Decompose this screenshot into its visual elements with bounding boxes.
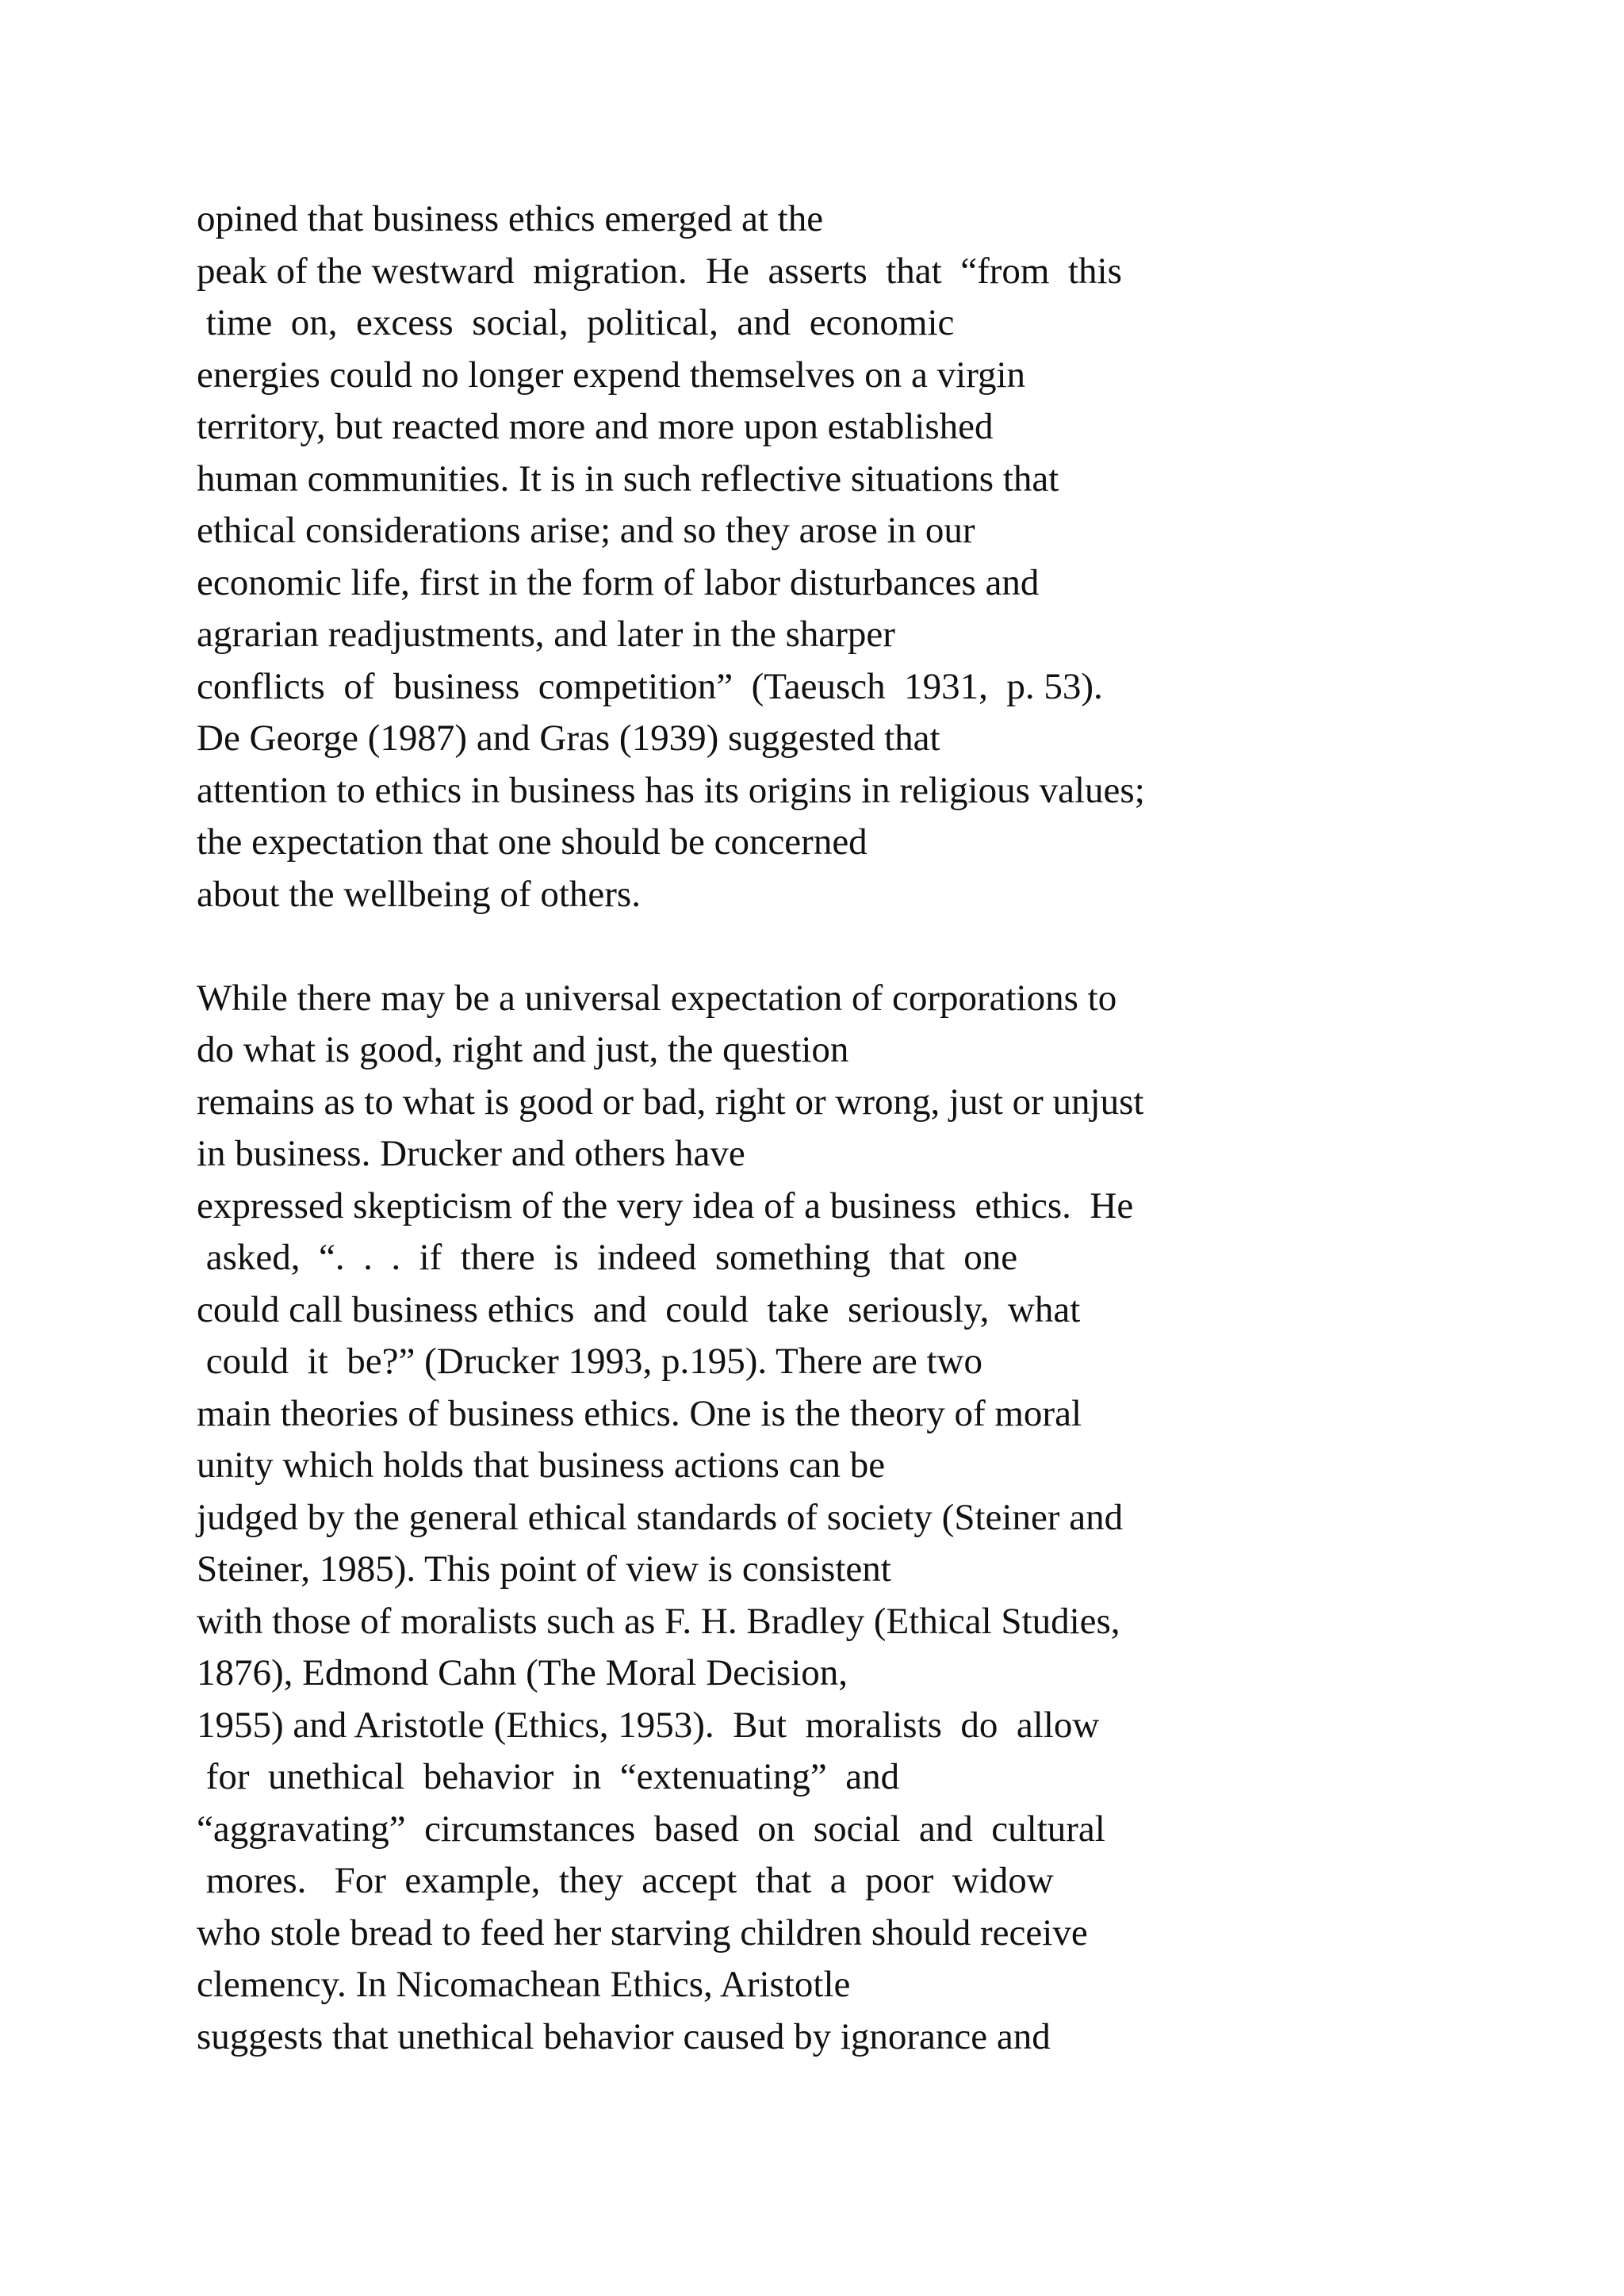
text-line: economic life, first in the form of labor disturbances and [197,561,1040,603]
text-line: the expectation that one should be concerned [197,821,868,863]
text-line: about the wellbeing of others. [197,873,641,915]
text-line: remains as to what is good or bad, right or wrong, just or unjust [197,1081,1144,1123]
text-line: time on, excess social, political, and economic [197,302,955,343]
text-line: “aggravating” circumstances based on social and cultural [197,1808,1105,1850]
text-line: could it be?” (Drucker 1993, p.195). There are two [197,1341,982,1382]
text-line: for unethical behavior in “extenuating” and [197,1756,900,1797]
text-line: De George (1987) and Gras (1939) suggested that [197,718,940,759]
text-line: 1955) and Aristotle (Ethics, 1953). But moralists do allow [197,1704,1100,1746]
text-line: do what is good, right and just, the question [197,1029,849,1070]
paragraph [197,193,1608,920]
text-line: 1876), Edmond Cahn (The Moral Decision, [197,1652,848,1693]
document-body [197,193,1608,2063]
text-line: territory, but reacted more and more upon established [197,406,994,447]
text-line: opined that business ethics emerged at the [197,198,824,239]
text-line: ethical considerations arise; and so they arose in our [197,510,975,551]
text-line: agrarian readjustments, and later in the sharper [197,614,895,655]
text-line: Steiner, 1985). This point of view is consistent [197,1548,891,1590]
text-line: expressed skepticism of the very idea of a business ethics. He [197,1184,1134,1226]
text-line: unity which holds that business actions can be [197,1445,886,1486]
text-line: energies could no longer expend themselves on a virgin [197,354,1026,396]
text-line: main theories of business ethics. One is the theory of moral [197,1392,1082,1434]
text-line: clemency. In Nicomachean Ethics, Aristotle [197,1964,851,2005]
text-line: mores. For example, they accept that a poor widow [197,1860,1054,1901]
text-line: who stole bread to feed her starving children should receive [197,1911,1088,1954]
text-line: peak of the westward migration. He asserts that “from this [197,250,1122,292]
paragraph [197,973,1608,2064]
text-line: attention to ethics in business has its origins in religious values; [197,769,1145,811]
paragraph-gap [197,920,1608,973]
text-line: with those of moralists such as F. H. Bradley (Ethical Studies, [197,1600,1120,1642]
text-line: in business. Drucker and others have [197,1133,745,1174]
text-line: human communities. It is in such reflective situations that [197,457,1059,499]
text-line: asked, “. . . if there is indeed something that one [197,1237,1018,1278]
text-line: could call business ethics and could take seriously, what [197,1288,1081,1330]
text-line: suggests that unethical behavior caused by ignorance and [197,2015,1051,2057]
text-line: While there may be a universal expectation of corporations to [197,977,1117,1019]
text-line: judged by the general ethical standards of society (Steiner and [197,1496,1124,1538]
text-line: conflicts of business competition” (Taeusch 1931, p. 53). [197,665,1103,707]
